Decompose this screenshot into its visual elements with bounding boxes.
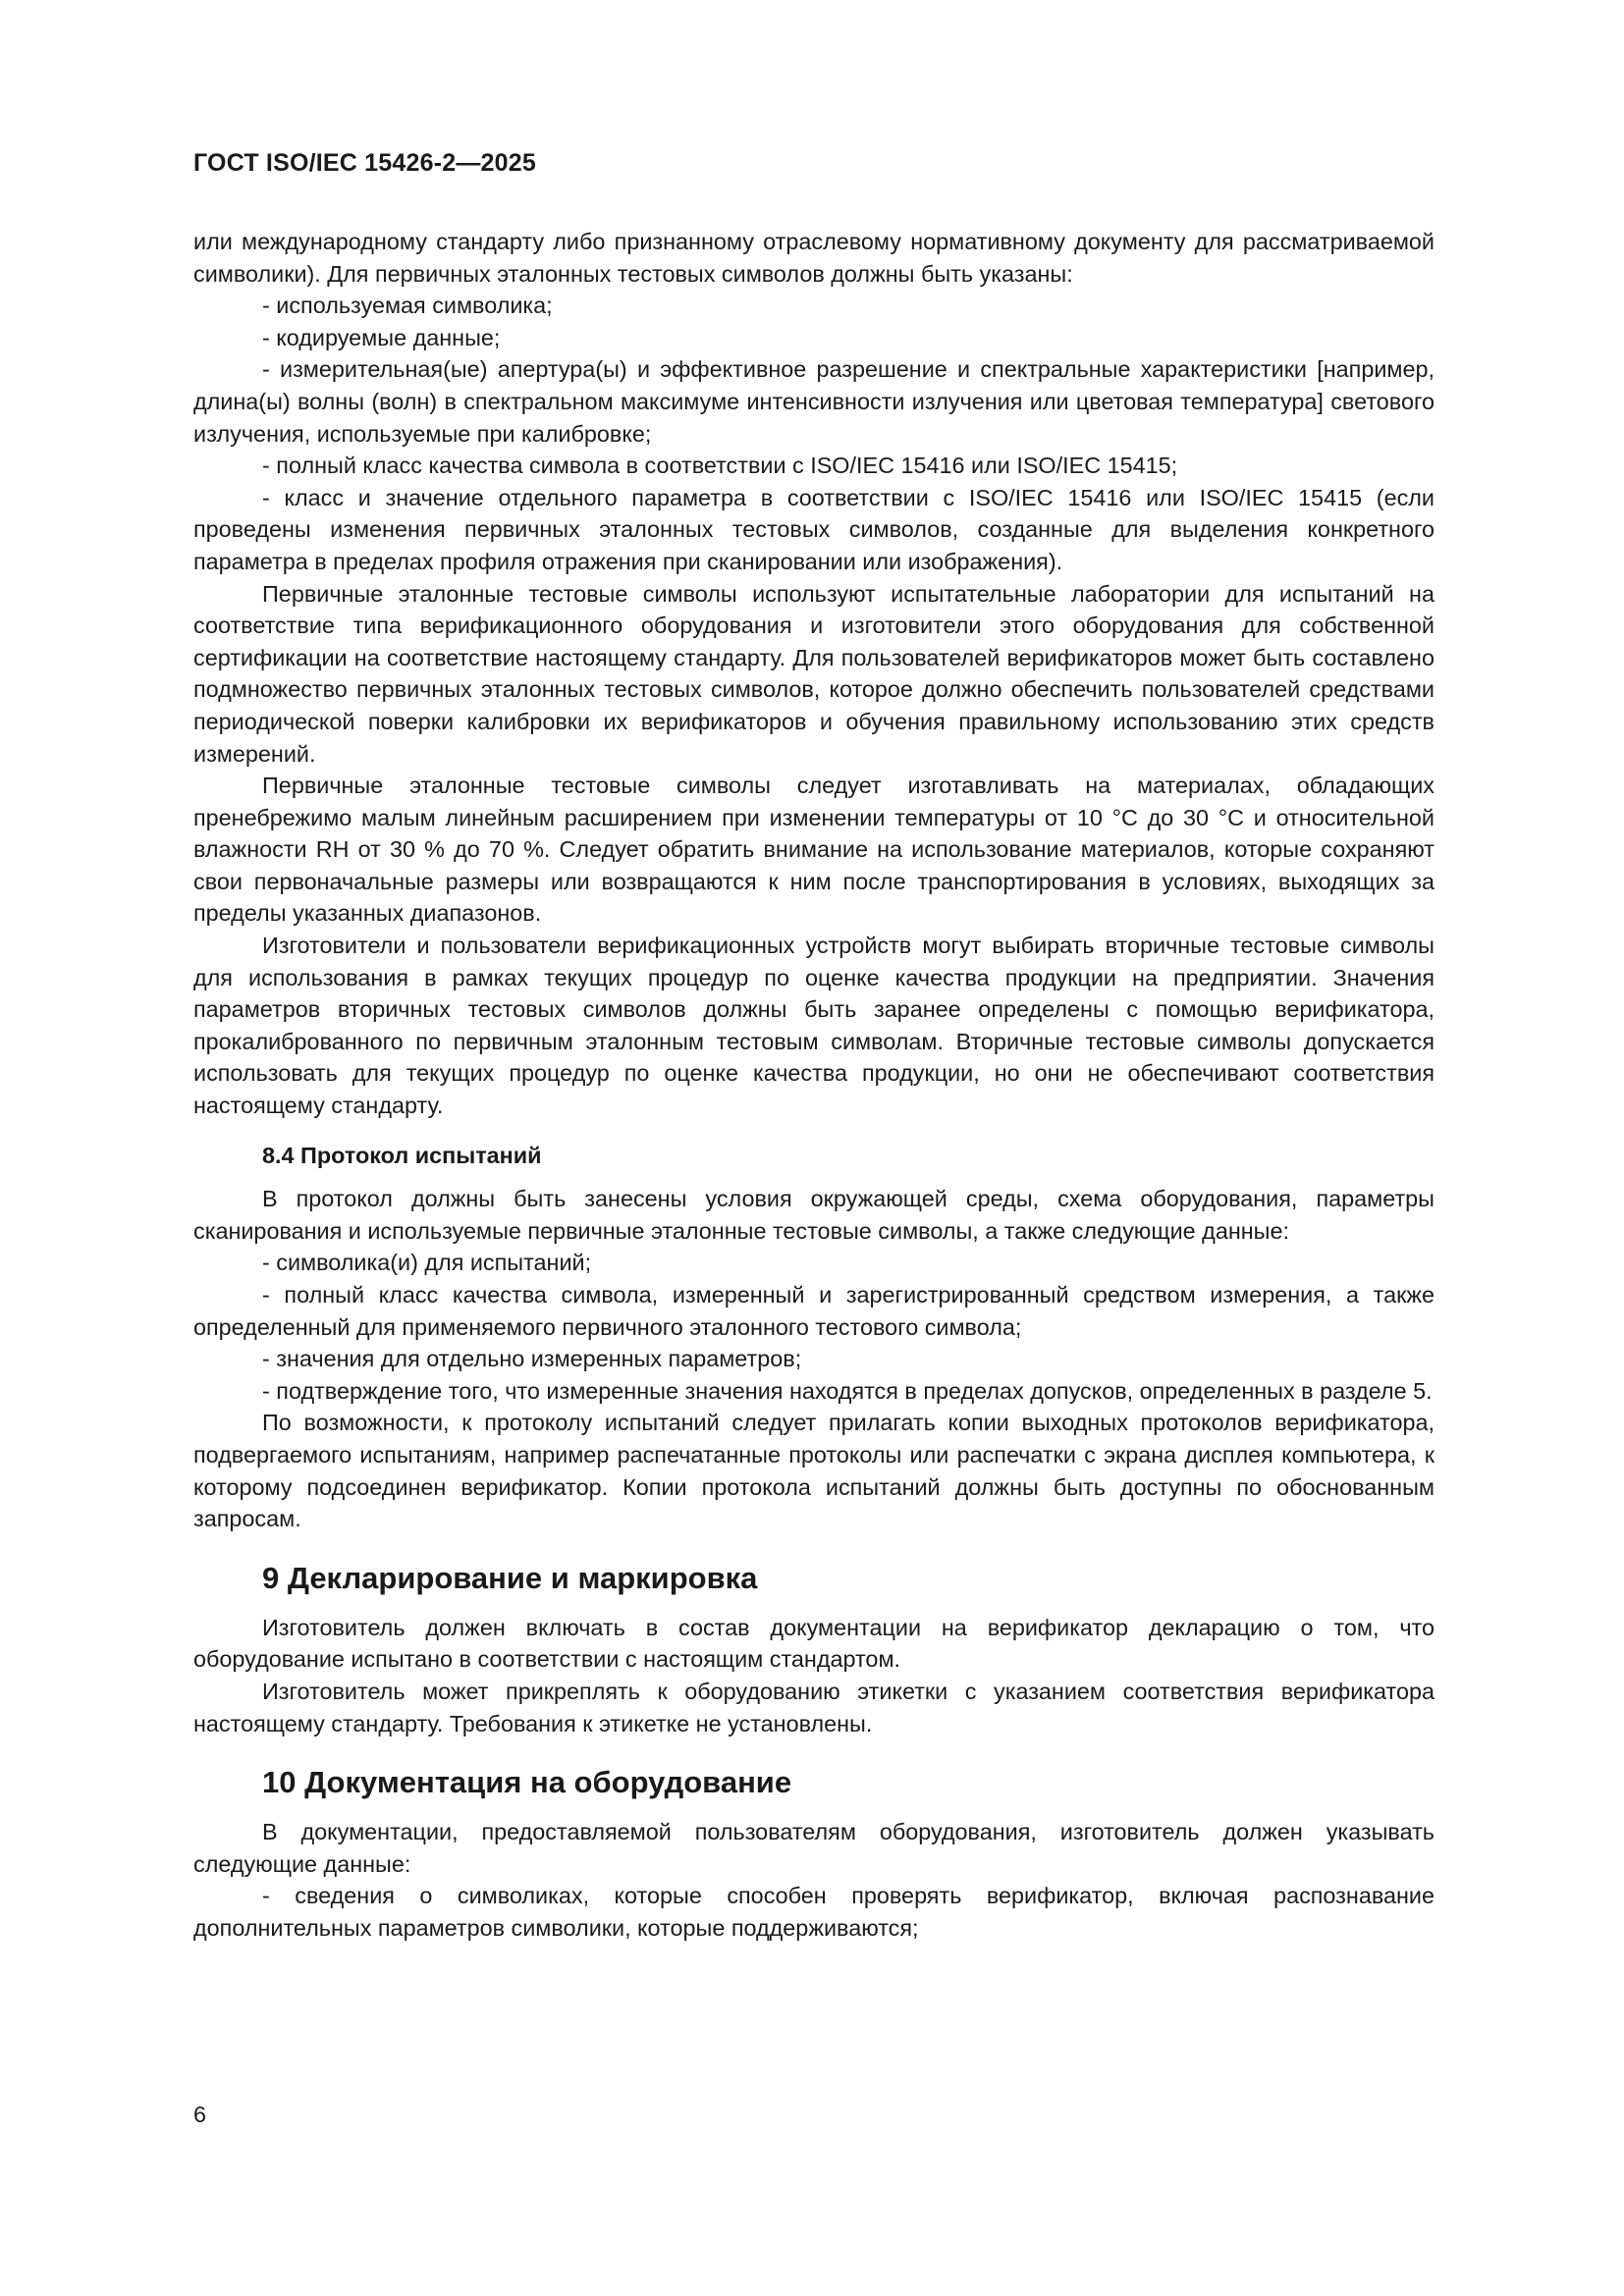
paragraph: или международному стандарту либо признанному отраслевому нормативному документу для рассматриваемой символики). Для первичных эталонных тестовых символов должны быть указаны: bbox=[193, 229, 1435, 287]
page-number: 6 bbox=[193, 2102, 207, 2127]
list-item: - используемая символика; bbox=[262, 293, 553, 319]
document-body bbox=[193, 226, 1435, 1945]
list-item: - кодируемые данные; bbox=[262, 324, 501, 350]
subsection-heading-8-4: 8.4 Протокол испытаний bbox=[262, 1142, 542, 1168]
list-item: - класс и значение отдельного параметра в соответствии с ISO/IEC 15416 или ISO/IEC 15415 (если проведены изменения первичных эталонных тестовых символов, созданные для выделения конкретного параметра в пределах профиля отражения при сканировании или изображения). bbox=[193, 484, 1435, 574]
paragraph: Изготовитель может прикреплять к оборудованию этикетки с указанием соответствия верификатора настоящему стандарту. Требования к этикетке не установлены. bbox=[193, 1678, 1435, 1736]
document-header-title: ГОСТ ISO/IEC 15426-2—2025 bbox=[193, 149, 536, 177]
section-heading-9: 9 Декларирование и маркировка bbox=[262, 1560, 758, 1595]
paragraph: Первичные эталонные тестовые символы следует изготавливать на материалах, обладающих пренебрежимо малым линейным расширением при изменении температуры от 10 °С до 30 °С и относительной влажности RH от 30 % до 70 %. Следует обратить внимание на использование материалов, которые сохраняют свои первоначальные размеры или возвращаются к ним после транспортирования в условиях, выходящих за пределы указанных диапазонов. bbox=[193, 773, 1435, 927]
paragraph: Изготовитель должен включать в состав документации на верификатор декларацию о том, что оборудование испытано в соответствии с настоящим стандартом. bbox=[193, 1614, 1435, 1673]
paragraph: По возможности, к протоколу испытаний следует прилагать копии выходных протоколов верификатора, подвергаемого испытаниям, например распечатанные протоколы или распечатки с экрана дисплея компьютера, к которому подсоединен верификатор. Копии протокола испытаний должны быть доступны по обоснованным запросам. bbox=[193, 1410, 1435, 1532]
list-item: - полный класс качества символа, измеренный и зарегистрированный средством измерения, а также определенный для применяемого первичного эталонного тестового символа; bbox=[193, 1282, 1435, 1340]
list-item: - измерительная(ые) апертура(ы) и эффективное разрешение и спектральные характеристики [например, длина(ы) волны (волн) в спектральном максимуме интенсивности излучения или цветовая температура] светового излучения, используемые при калибровке; bbox=[193, 356, 1435, 447]
list-item: - значения для отдельно измеренных параметров; bbox=[262, 1346, 802, 1372]
list-item: - подтверждение того, что измеренные значения находятся в пределах допусков, определенных в разделе 5. bbox=[262, 1377, 1433, 1404]
paragraph: Первичные эталонные тестовые символы используют испытательные лаборатории для испытаний на соответствие типа верификационного оборудования и изготовители этого оборудования для собственной сертификации на соответствие настоящему стандарту. Для пользователей верификаторов может быть составлено подмножество первичных эталонных тестовых символов, которое должно обеспечить пользователей средствами периодической поверки калибровки их верификаторов и обучения правильному использованию этих средств измерений. bbox=[193, 580, 1435, 767]
paragraph: В документации, предоставляемой пользователям оборудования, изготовитель должен указывать следующие данные: bbox=[193, 1819, 1435, 1877]
paragraph: В протокол должны быть занесены условия окружающей среды, схема оборудования, параметры сканирования и используемые первичные эталонные тестовые символы, а также следующие данные: bbox=[193, 1186, 1435, 1244]
section-heading-10: 10 Документация на оборудование bbox=[262, 1765, 792, 1800]
list-item: - символика(и) для испытаний; bbox=[262, 1250, 592, 1276]
list-item: - полный класс качества символа в соответствии с ISO/IEC 15416 или ISO/IEC 15415; bbox=[262, 453, 1178, 479]
list-item: - сведения о символиках, которые способен проверять верификатор, включая распознавание дополнительных параметров символики, которые поддерживаются; bbox=[193, 1883, 1435, 1941]
paragraph: Изготовители и пользователи верификационных устройств могут выбирать вторичные тестовые символы для использования в рамках текущих процедур по оценке качества продукции на предприятии. Значения параметров вторичных тестовых символов должны быть заранее определены с помощью верификатора, прокалиброванного по первичным эталонным тестовым символам. Вторичные тестовые символы допускается использовать для текущих процедур по оценке качества продукции, но они не обеспечивают соответствия настоящему стандарту. bbox=[193, 933, 1435, 1119]
